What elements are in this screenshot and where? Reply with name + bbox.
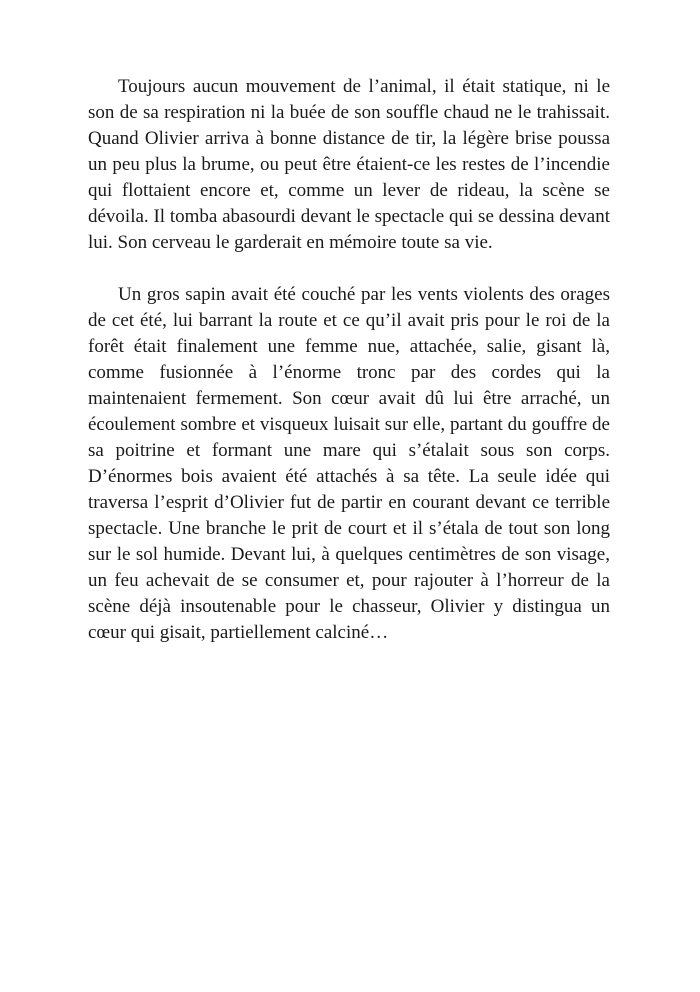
paragraph-1: Toujours aucun mouvement de l’animal, il était statique, ni le son de sa respiration ni la buée de son souffle chaud ne le trahissait. Quand Olivier arriva à bonne distance de tir, la légère brise poussa un peu plus la brume, ou peut être étaient-ce les restes de l’incendie qui flottaient encore et, comme un lever de rideau, la scène se dévoila. Il tomba abasourdi devant le spectacle qui se dessina devant lui. Son cerveau le garderait en mémoire toute sa vie.: [88, 76, 610, 253]
paragraph-2: Un gros sapin avait été couché par les vents violents des orages de cet été, lui barrant la route et ce qu’il avait pris pour le roi de la forêt était finalement une femme nue, attachée, salie, gisant là, comme fusionnée à l’énorme tronc par des cordes qui la maintenaient fermement. Son cœur avait dû lui être arraché, un écoulement sombre et visqueux luisait sur elle, partant du gouffre de sa poitrine et formant une mare qui s’étalait sous son corps. D’énormes bois avaient été attachés à sa tête. La seule idée qui traversa l’esprit d’Olivier fut de partir en courant devant ce terrible spectacle. Une branche le prit de court et il s’étala de tout son long sur le sol humide. Devant lui, à quelques centimètres de son visage, un feu achevait de se consumer et, pour rajouter à l’horreur de la scène déjà insoutenable pour le chasseur, Olivier y distingua un cœur qui gisait, partiellement calciné…: [88, 284, 610, 643]
document-page: [88, 74, 610, 646]
